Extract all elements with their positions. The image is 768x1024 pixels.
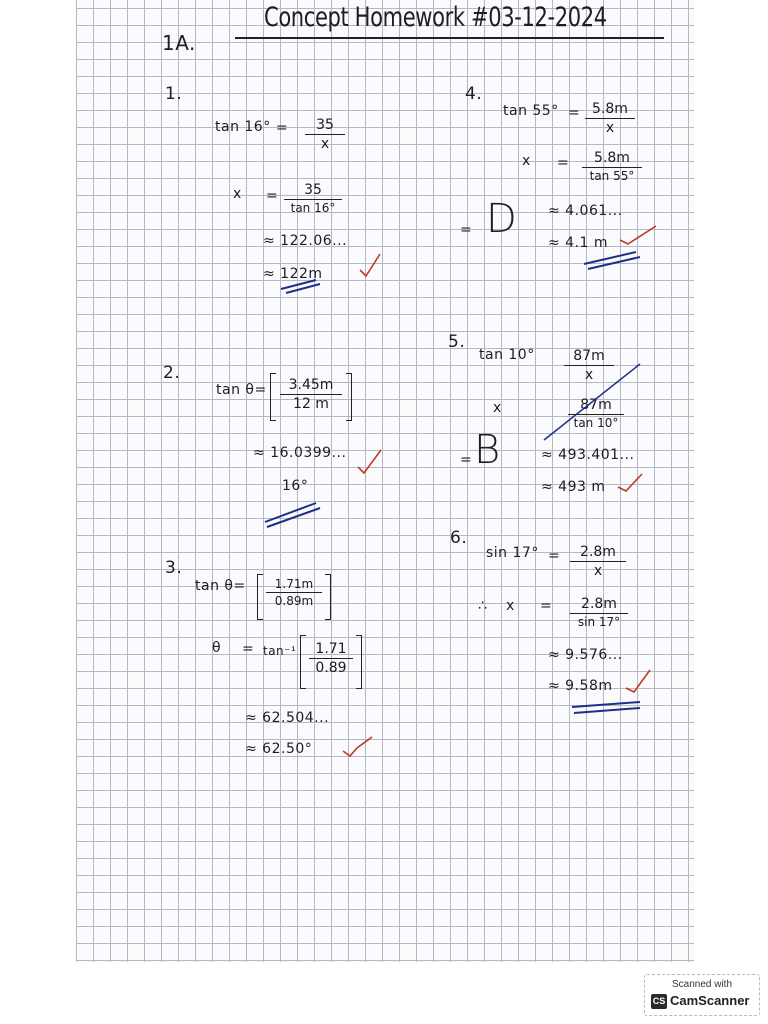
fraction-denominator: tan 16° — [290, 201, 336, 215]
page-title: Concept Homework #03-12-2024 — [264, 2, 607, 33]
fraction-numerator: 5.8m — [594, 150, 630, 166]
fraction-denominator: x — [593, 563, 603, 579]
answer-underline-2 — [265, 503, 320, 527]
problem-6-x: x — [506, 598, 515, 614]
problem-1-equals-2: = — [266, 188, 279, 204]
problem-5-number: 5. — [448, 332, 466, 352]
fraction-numerator: 2.8m — [581, 596, 617, 612]
problem-3-lhs: tan θ= — [195, 578, 246, 594]
fraction-numerator: 1.71m — [274, 577, 314, 591]
problem-4-approx-1: ≈ 4.061... — [548, 203, 623, 219]
fraction-numerator: 87m — [580, 397, 612, 413]
problem-6-equals-2: = — [540, 598, 553, 614]
fraction-numerator: 35 — [304, 182, 322, 198]
fraction-numerator: 1.71 — [315, 641, 347, 657]
answer-underline-1 — [281, 280, 320, 293]
camscanner-brand: CamScanner — [670, 993, 750, 1008]
problem-4-approx-2: ≈ 4.1 m — [548, 235, 609, 251]
problem-6-approx-2: ≈ 9.58m — [548, 678, 613, 694]
fraction-denominator: sin 17° — [577, 615, 621, 629]
problem-6-equals: = — [548, 548, 561, 564]
check-mark-1 — [360, 254, 380, 276]
problem-4-x: x — [522, 153, 531, 169]
problem-4-lhs: tan 55° — [503, 103, 559, 119]
problem-3-approx-1: ≈ 62.504... — [245, 710, 330, 726]
problem-2-number: 2. — [163, 363, 181, 383]
problem-6-approx-1: ≈ 9.576... — [548, 647, 623, 663]
problem-1-approx-1: ≈ 122.06... — [263, 233, 348, 249]
problem-3-theta: θ — [212, 640, 222, 656]
fraction-numerator: 3.45m — [288, 377, 334, 393]
problem-2-lhs: tan θ= — [216, 382, 267, 398]
fraction-numerator: 5.8m — [592, 101, 628, 117]
problem-5-approx-2: ≈ 493 m — [541, 479, 606, 495]
fraction-denominator: 12 m — [293, 396, 329, 412]
answer-equals-marker: = — [460, 452, 473, 468]
scanned-with-text: Scanned with — [671, 979, 733, 990]
fraction-denominator: tan 55° — [589, 169, 635, 183]
fraction-numerator: 35 — [316, 117, 334, 133]
problem-1-lhs: tan 16° — [215, 119, 271, 135]
section-label: 1A. — [162, 31, 196, 55]
fraction-numerator: 87m — [573, 348, 605, 364]
strike-line-5 — [544, 364, 640, 440]
problem-1-equals: = — [276, 120, 289, 136]
problem-1-approx-2: ≈ 122m — [263, 266, 323, 282]
answer-equals-marker: = — [460, 222, 473, 238]
problem-3-number: 3. — [165, 558, 183, 578]
fraction-numerator: 2.8m — [580, 544, 616, 560]
problem-3-equals: = — [242, 641, 255, 657]
problem-1-x: x — [233, 186, 242, 202]
fraction-denominator: x — [605, 120, 615, 136]
problem-5-lhs: tan 10° — [479, 347, 535, 363]
fraction-denominator: tan 10° — [573, 416, 619, 430]
fraction-denominator: x — [584, 367, 594, 383]
fraction-denominator: 0.89 — [315, 660, 347, 676]
problem-2-answer: 16° — [282, 478, 309, 494]
problem-4-number: 4. — [465, 84, 483, 104]
camscanner-watermark — [644, 974, 760, 1016]
problem-4-equals: = — [568, 105, 581, 121]
problem-3-inverse-tan: tan⁻¹ — [263, 644, 297, 658]
problem-5-approx-1: ≈ 493.401... — [541, 447, 635, 463]
answer-underline-6 — [572, 702, 640, 713]
fraction-denominator: 0.89m — [274, 594, 314, 608]
check-mark-2 — [358, 450, 381, 473]
problem-1-number: 1. — [165, 84, 183, 104]
problem-5-answer-letter: B — [474, 427, 501, 473]
problem-5-x: x — [493, 400, 502, 416]
problem-3-approx-2: ≈ 62.50° — [245, 741, 313, 757]
problem-4-equals-2: = — [557, 155, 570, 171]
problem-6-number: 6. — [450, 528, 468, 548]
check-mark-5 — [618, 474, 642, 491]
problem-2-approx-1: ≈ 16.0399... — [253, 445, 347, 461]
problem-6-therefore: ∴ — [478, 598, 488, 614]
camscanner-logo-icon: CS — [651, 994, 667, 1009]
check-mark-6 — [626, 670, 650, 692]
check-mark-3 — [343, 737, 372, 756]
answer-underline-4 — [584, 252, 640, 269]
problem-4-answer-letter: D — [486, 196, 518, 242]
fraction-denominator: x — [320, 136, 330, 152]
check-mark-4 — [620, 226, 656, 244]
problem-6-lhs: sin 17° — [486, 545, 539, 561]
